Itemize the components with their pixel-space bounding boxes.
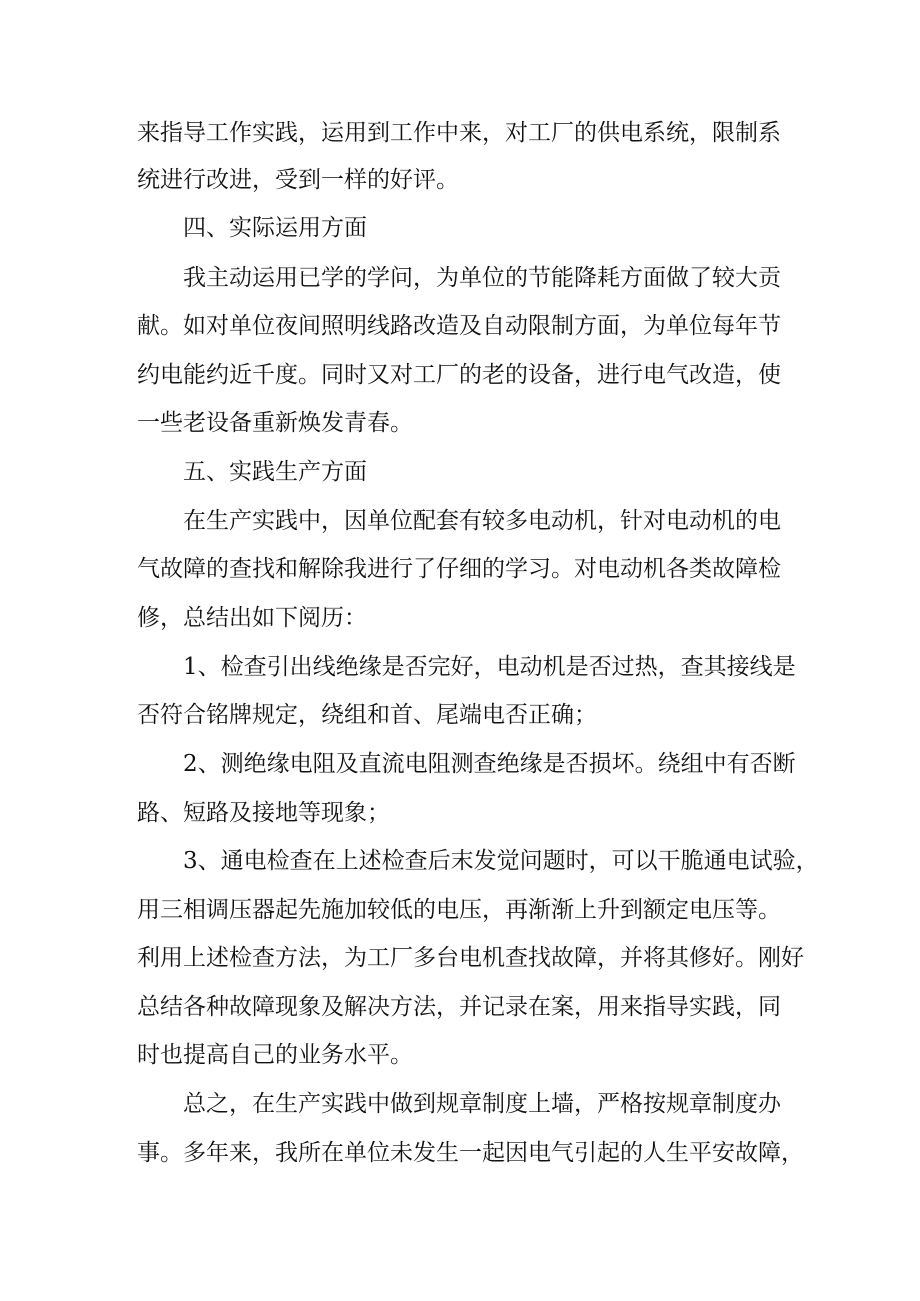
section-heading: 五、实践生产方面 (183, 459, 367, 485)
section-heading: 四、实际运用方面 (183, 215, 367, 241)
text-line: 统进行改进，受到一样的好评。 (137, 167, 459, 193)
text-line: 我主动运用已学的学问，为单位的节能降耗方面做了较大贡 (183, 265, 781, 291)
list-item: 2、测绝缘电阻及直流电阻测查绝缘是否损坏。绕组中有否断 (183, 751, 796, 777)
list-item: 1、检查引出线绝缘是否完好，电动机是否过热，查其接线是 (183, 654, 796, 680)
text-line: 总结各种故障现象及解决方法，并记录在案，用来指导实践，同 (137, 994, 781, 1020)
list-item: 3、通电检查在上述检查后末发觉问题时，可以干脆通电试验， (183, 848, 819, 874)
text-line: 气故障的查找和解除我进行了仔细的学习。对电动机各类故障检 (137, 556, 781, 582)
text-line: 在生产实践中，因单位配套有较多电动机，针对电动机的电 (183, 508, 781, 534)
text-line: 用三相调压器起先施加较低的电压，再渐渐上升到额定电压等。 (137, 897, 781, 923)
text-line: 来指导工作实践，运用到工作中来，对工厂的供电系统，限制系 (137, 120, 781, 146)
text-line: 利用上述检查方法，为工厂多台电机查找故障，并将其修好。刚好 (137, 945, 804, 971)
text-line: 一些老设备重新焕发青春。 (137, 410, 413, 436)
text-line: 时也提高自己的业务水平。 (137, 1042, 413, 1068)
text-line: 事。多年来，我所在单位未发生一起因电气引起的人生平安故障， (137, 1140, 804, 1166)
text-line: 修，总结出如下阅历： (137, 605, 367, 631)
text-line: 否符合铭牌规定，绕组和首、尾端电否正确； (137, 702, 597, 728)
text-line: 约电能约近千度。同时又对工厂的老的设备，进行电气改造，使 (137, 362, 781, 388)
text-line: 路、短路及接地等现象； (137, 800, 390, 826)
text-line: 献。如对单位夜间照明线路改造及自动限制方面，为单位每年节 (137, 313, 781, 339)
text-line: 总之，在生产实践中做到规章制度上墙，严格按规章制度办 (183, 1091, 781, 1117)
